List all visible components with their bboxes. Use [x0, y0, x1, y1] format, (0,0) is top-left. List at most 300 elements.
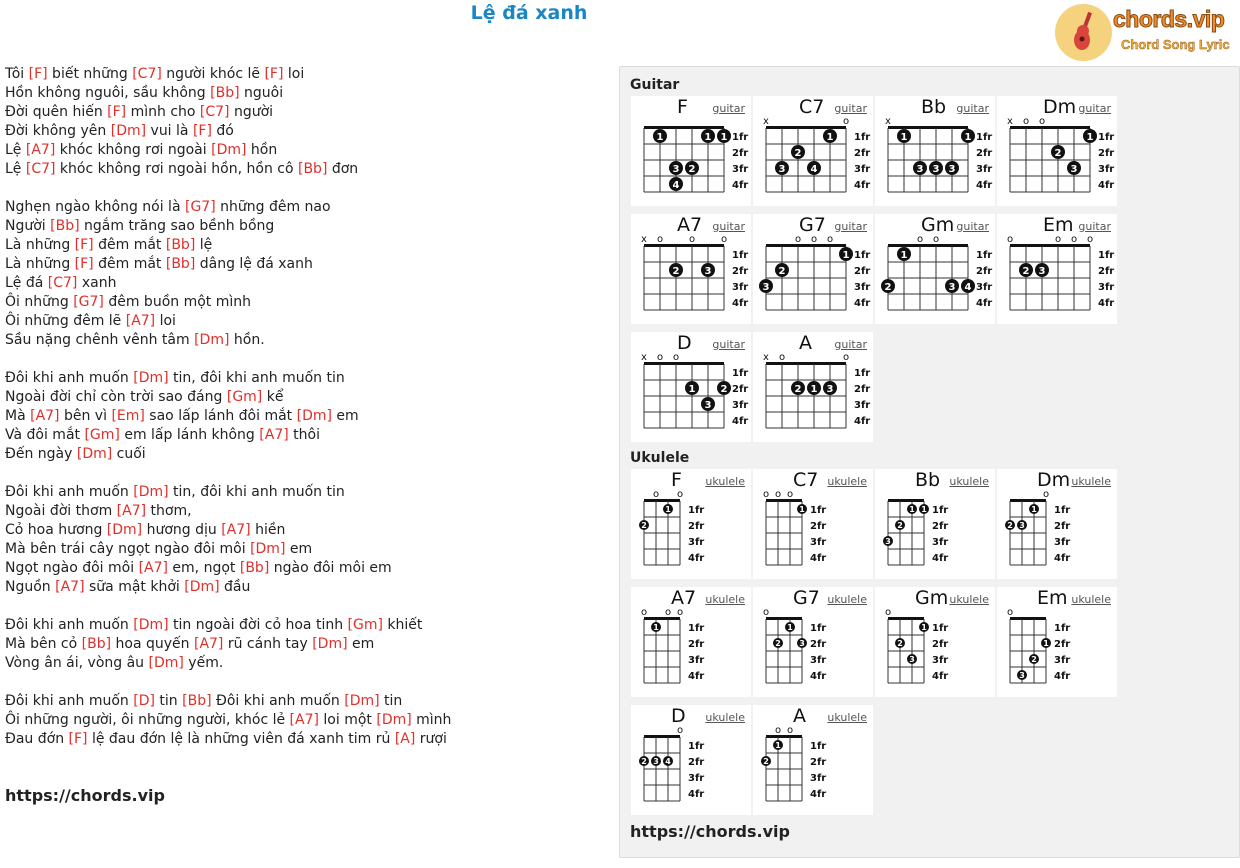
ukulele-chord-card[interactable] [875, 469, 995, 579]
fret-labels [854, 368, 870, 427]
ukulele-chord-card[interactable] [753, 587, 873, 697]
finger-dot [663, 756, 673, 766]
chord-link[interactable]: [Bb] [165, 256, 196, 272]
fret-label: 1fr [976, 132, 993, 143]
finger-dot [907, 654, 917, 664]
finger-dot [807, 381, 821, 395]
instrument-link[interactable]: ukulele [705, 711, 745, 724]
fret-label: 4fr [854, 416, 871, 427]
lyric-text: Đôi khi anh muốn [5, 693, 134, 709]
lyric-text: Đôi khi anh muốn [211, 693, 345, 709]
lyric-line [5, 559, 605, 578]
lyric-text: rũ cánh tay [223, 636, 313, 652]
site-url-link[interactable]: https://chords.vip [5, 786, 165, 805]
fret-label: 1fr [854, 250, 871, 261]
chord-link[interactable]: [A7] [125, 313, 156, 329]
finger-dot [1005, 520, 1015, 530]
chord-link[interactable]: [Dm] [194, 332, 230, 348]
chord-link[interactable]: [Gm] [347, 617, 383, 633]
svg-text:1: 1 [665, 505, 671, 514]
lyric-text: mình cho [126, 104, 200, 120]
finger-dot [929, 161, 943, 175]
fret-labels [1054, 623, 1070, 682]
chord-link[interactable]: [Dm] [344, 693, 380, 709]
svg-text:3: 3 [1070, 164, 1078, 175]
chord-name: F [677, 96, 688, 118]
chord-panel [619, 66, 1240, 858]
chord-link[interactable]: [Bb] [239, 560, 270, 576]
lyric-line [5, 502, 605, 521]
chord-link[interactable]: [Dm] [376, 712, 412, 728]
fret-label: 2fr [732, 148, 749, 159]
ukulele-chord-card[interactable] [997, 469, 1117, 579]
fret-label: 1fr [932, 505, 949, 516]
lyric-text: đêm mắt [93, 256, 166, 272]
lyric-text: Lệ [5, 161, 26, 177]
chord-link[interactable]: [Bb] [182, 693, 212, 709]
lyric-text: lệ [195, 237, 213, 253]
ukulele-chord-card[interactable] [753, 705, 873, 815]
finger-dot [701, 129, 715, 143]
chord-link[interactable]: [Dm] [133, 617, 169, 633]
chord-link[interactable]: [A7] [55, 579, 85, 595]
finger-dot [945, 161, 959, 175]
instrument-link[interactable]: ukulele [949, 593, 989, 606]
svg-text:1: 1 [842, 250, 850, 261]
chord-link[interactable]: [A] [394, 731, 416, 747]
lyric-text: xanh [77, 275, 117, 291]
lyric-line [5, 426, 605, 445]
chord-link[interactable]: [A7] [25, 142, 56, 158]
chord-name: G7 [793, 587, 820, 609]
fret-label: 3fr [1054, 655, 1071, 666]
lyric-text: em [285, 541, 313, 557]
lyric-line [5, 692, 605, 711]
guitar-chord-card[interactable] [631, 214, 751, 324]
instrument-link[interactable]: ukulele [827, 711, 867, 724]
lyric-text: sữa mật khởi [84, 579, 185, 595]
chord-name: Gm [921, 214, 955, 236]
fret-label: 2fr [732, 384, 749, 395]
svg-text:2: 2 [775, 639, 781, 648]
instrument-link[interactable]: ukulele [949, 475, 989, 488]
svg-text:2: 2 [1007, 521, 1013, 530]
svg-text:1: 1 [704, 132, 712, 143]
open-string-marker: o [842, 352, 850, 363]
chord-name: Gm [915, 587, 949, 609]
instrument-link[interactable]: ukulele [705, 593, 745, 606]
chord-name: C7 [799, 96, 825, 118]
lyric-text: Sầu nặng chênh vênh tâm [5, 332, 195, 348]
fret-label: 2fr [854, 266, 871, 277]
finger-dot [717, 381, 731, 395]
chord-link[interactable]: [F] [68, 731, 88, 747]
fret-label: 1fr [688, 505, 705, 516]
chord-link[interactable]: [Gm] [226, 389, 263, 405]
lyric-text: Mà [5, 408, 31, 424]
chord-name: A [799, 332, 812, 354]
finger-dot [791, 145, 805, 159]
chord-link[interactable]: [A7] [289, 712, 319, 728]
svg-text:1: 1 [653, 623, 659, 632]
chord-link[interactable]: [F] [192, 123, 212, 139]
fret-label: 3fr [1098, 282, 1115, 293]
open-string-marker: o [720, 234, 728, 245]
lyric-text: khiết [382, 617, 423, 633]
svg-text:1: 1 [921, 505, 927, 514]
fret-labels [854, 250, 870, 309]
lyric-text: ngào đôi môi em [269, 560, 392, 576]
chord-name: Bb [921, 96, 947, 118]
lyric-line [5, 445, 605, 464]
chord-link[interactable]: [F] [74, 237, 94, 253]
lyric-text: Đau đớn [5, 731, 69, 747]
lyric-line [5, 711, 605, 730]
svg-text:3: 3 [932, 164, 940, 175]
open-string-marker: o [656, 352, 664, 363]
lyric-text: Nghẹn ngào không nói là [5, 199, 185, 215]
svg-text:1: 1 [720, 132, 728, 143]
open-string-marker: o [672, 352, 680, 363]
finger-dot [651, 622, 661, 632]
fret-label: 4fr [1054, 553, 1071, 564]
fret-label: 1fr [1098, 250, 1115, 261]
fret-label: 3fr [688, 655, 705, 666]
guitar-chord-card[interactable] [631, 96, 751, 206]
lyric-text: mình [411, 712, 452, 728]
lyric-text: sao lấp lánh đôi mắt [144, 408, 297, 424]
instrument-link[interactable]: guitar [834, 338, 867, 351]
finger-dot [775, 263, 789, 277]
finger-dot [759, 279, 773, 293]
lyric-text: đơn [327, 161, 359, 177]
guitar-chord-card[interactable] [631, 332, 751, 442]
guitar-chord-card[interactable] [875, 214, 995, 324]
lyric-text: khóc không rơi ngoài hồn, hồn cô [55, 161, 298, 177]
lyric-line [5, 198, 605, 217]
fret-label: 1fr [732, 132, 749, 143]
chord-link[interactable]: [Dm] [110, 123, 147, 139]
lyric-text: thơm, [146, 503, 192, 519]
ukulele-chord-card[interactable] [997, 587, 1117, 697]
lyric-line [5, 160, 605, 179]
fret-label: 1fr [976, 250, 993, 261]
open-string-marker: o [1070, 234, 1078, 245]
lyric-text: Đôi khi anh muốn [5, 617, 134, 633]
chord-link[interactable]: [F] [28, 66, 48, 82]
chord-link[interactable]: [Bb] [50, 218, 80, 234]
lyric-line [5, 578, 605, 597]
chord-link[interactable]: [Dm] [250, 541, 286, 557]
chord-link[interactable]: [Gm] [84, 427, 120, 443]
fret-labels [854, 132, 870, 191]
svg-text:3: 3 [704, 266, 712, 277]
logo-tagline: Chord Song Lyric [1121, 37, 1230, 52]
lyric-line [5, 274, 605, 293]
ukulele-chord-card[interactable] [631, 469, 751, 579]
chord-name: A7 [677, 214, 703, 236]
chord-link[interactable]: [Bb] [297, 161, 328, 177]
svg-text:3: 3 [948, 164, 956, 175]
fret-label: 3fr [810, 773, 827, 784]
chord-link[interactable]: [Dm] [76, 446, 113, 462]
muted-string-marker: x [641, 234, 647, 245]
instrument-link[interactable]: guitar [956, 220, 989, 233]
fret-label: 2fr [810, 639, 827, 650]
finger-dot [1083, 129, 1097, 143]
chord-name: Em [1037, 587, 1068, 609]
open-string-marker: o [774, 725, 782, 736]
lyric-text: tin [379, 693, 403, 709]
chord-link[interactable]: [A7] [259, 427, 289, 443]
lyric-text: Người [5, 218, 51, 234]
lyric-text: Nguồn [5, 579, 56, 595]
svg-text:3: 3 [778, 164, 786, 175]
chord-link[interactable]: [Bb] [165, 237, 196, 253]
lyric-text: Mà bên trái cây ngọt ngào đôi môi [5, 541, 251, 557]
blank-line [5, 673, 605, 692]
chord-link[interactable]: [Dm] [133, 484, 169, 500]
finger-dot [663, 504, 673, 514]
fret-label: 2fr [854, 384, 871, 395]
fret-label: 1fr [810, 741, 827, 752]
chord-link[interactable]: [Dm] [184, 579, 220, 595]
fret-label: 4fr [976, 180, 993, 191]
open-string-marker: o [842, 116, 850, 127]
ukulele-chord-card[interactable] [875, 587, 995, 697]
chord-link[interactable]: [C7] [47, 275, 78, 291]
chord-link[interactable]: [C7] [199, 104, 230, 120]
fret-label: 2fr [1098, 148, 1115, 159]
open-string-marker: o [932, 234, 940, 245]
instrument-link[interactable]: guitar [834, 102, 867, 115]
fret-label: 2fr [1054, 521, 1071, 532]
guitar-chord-card[interactable] [753, 332, 873, 442]
fret-label: 1fr [1098, 132, 1115, 143]
lyric-text: Lệ [5, 142, 26, 158]
guitar-chord-card[interactable] [875, 96, 995, 206]
fret-label: 4fr [976, 298, 993, 309]
fret-label: 3fr [732, 164, 749, 175]
fret-label: 1fr [810, 505, 827, 516]
lyric-line [5, 407, 605, 426]
fret-labels [976, 132, 992, 191]
instrument-link[interactable]: guitar [712, 338, 745, 351]
fret-label: 3fr [1098, 164, 1115, 175]
fret-label: 3fr [688, 773, 705, 784]
fret-labels [810, 505, 826, 564]
chord-link[interactable]: [C7] [25, 161, 56, 177]
svg-text:3: 3 [1019, 671, 1025, 680]
lyric-text: biết những [47, 66, 133, 82]
lyric-text: thôi [288, 427, 320, 443]
guitar-chord-card[interactable] [997, 96, 1117, 206]
lyric-line [5, 730, 605, 749]
fret-label: 2fr [976, 266, 993, 277]
finger-dot [883, 536, 893, 546]
instrument-link[interactable]: guitar [834, 220, 867, 233]
fret-label: 1fr [854, 368, 871, 379]
svg-text:1: 1 [787, 623, 793, 632]
fret-label: 1fr [854, 132, 871, 143]
ukulele-chord-card[interactable] [631, 587, 751, 697]
guitar-chord-card[interactable] [997, 214, 1117, 324]
chord-link[interactable]: [Dm] [106, 522, 143, 538]
svg-text:1: 1 [775, 741, 781, 750]
instrument-link[interactable]: ukulele [827, 593, 867, 606]
chord-link[interactable]: [F] [264, 66, 284, 82]
lyric-text: hoa quyến [111, 636, 194, 652]
instrument-link[interactable]: guitar [1078, 220, 1111, 233]
fret-labels [732, 250, 748, 309]
svg-text:3: 3 [948, 282, 956, 293]
svg-text:4: 4 [665, 757, 671, 766]
fret-labels [688, 623, 704, 682]
open-string-marker: o [676, 489, 684, 500]
chord-name: F [671, 469, 682, 491]
ukulele-chord-card[interactable] [753, 469, 873, 579]
finger-dot [785, 622, 795, 632]
chord-link[interactable]: [Dm] [133, 370, 169, 386]
instrument-link[interactable]: guitar [1078, 102, 1111, 115]
fret-label: 2fr [854, 148, 871, 159]
chord-link[interactable]: [Dm] [312, 636, 348, 652]
svg-text:2: 2 [1031, 655, 1037, 664]
finger-dot [797, 638, 807, 648]
lyric-text: tin [154, 693, 183, 709]
chord-link[interactable]: [C7] [132, 66, 162, 82]
fret-label: 2fr [1098, 266, 1115, 277]
open-string-marker: o [1006, 234, 1014, 245]
lyric-text: Đời quên hiến [5, 104, 108, 120]
open-string-marker: o [794, 234, 802, 245]
svg-text:3: 3 [653, 757, 659, 766]
instrument-link[interactable]: ukulele [827, 475, 867, 488]
chord-link[interactable]: [F] [107, 104, 127, 120]
chord-link[interactable]: [A7] [193, 636, 224, 652]
svg-text:3: 3 [826, 384, 834, 395]
lyric-line [5, 217, 605, 236]
chord-link[interactable]: [A7] [221, 522, 251, 538]
chord-link[interactable]: [Dm] [148, 655, 184, 671]
finger-dot [1051, 145, 1065, 159]
chord-link[interactable]: [G7] [184, 199, 216, 215]
fret-label: 3fr [1054, 537, 1071, 548]
lyric-line [5, 255, 605, 274]
fret-label: 3fr [810, 537, 827, 548]
svg-text:2: 2 [641, 521, 647, 530]
chord-link[interactable]: [A7] [30, 408, 60, 424]
lyric-text: Là những [5, 256, 75, 272]
chord-link[interactable]: [Bb] [210, 85, 240, 101]
finger-dot [1029, 654, 1039, 664]
svg-text:1: 1 [688, 384, 696, 395]
lyric-text: khóc không rơi ngoài [55, 142, 212, 158]
fret-labels [976, 250, 992, 309]
lyric-text: ngắm trăng sao bềnh bồng [79, 218, 275, 234]
finger-dot [895, 638, 905, 648]
svg-text:1: 1 [799, 505, 805, 514]
lyric-text: vui là [146, 123, 193, 139]
fret-label: 3fr [732, 282, 749, 293]
instrument-link[interactable]: ukulele [705, 475, 745, 488]
finger-dot [651, 756, 661, 766]
guitar-chord-card[interactable] [753, 96, 873, 206]
chord-link[interactable]: [D] [133, 693, 155, 709]
open-string-marker: o [640, 607, 648, 618]
instrument-link[interactable]: guitar [956, 102, 989, 115]
lyric-line [5, 540, 605, 559]
lyric-text: Đời không yên [5, 123, 111, 139]
svg-text:2: 2 [688, 164, 696, 175]
lyric-text: yếm. [183, 655, 224, 671]
open-string-marker: o [676, 725, 684, 736]
panel-site-url-link[interactable]: https://chords.vip [630, 822, 790, 841]
open-string-marker: o [1006, 607, 1014, 618]
fret-label: 3fr [854, 400, 871, 411]
chord-link[interactable]: [Em] [111, 408, 145, 424]
fret-label: 3fr [976, 282, 993, 293]
fret-label: 2fr [732, 266, 749, 277]
finger-dot [897, 129, 911, 143]
instrument-link[interactable]: ukulele [1071, 593, 1111, 606]
guitar-icon [1073, 12, 1095, 54]
fret-label: 3fr [688, 537, 705, 548]
instrument-link[interactable]: guitar [712, 102, 745, 115]
chord-link[interactable]: [G7] [73, 294, 104, 310]
site-logo[interactable] [1055, 4, 1235, 62]
lyric-text: người [229, 104, 274, 120]
chord-link[interactable]: [Dm] [296, 408, 332, 424]
guitar-chord-card[interactable] [753, 214, 873, 324]
instrument-link[interactable]: ukulele [1071, 475, 1111, 488]
svg-text:1: 1 [656, 132, 664, 143]
instrument-link[interactable]: guitar [712, 220, 745, 233]
finger-dot [895, 520, 905, 530]
fret-label: 4fr [732, 416, 749, 427]
fret-label: 2fr [932, 521, 949, 532]
chord-link[interactable]: [F] [74, 256, 94, 272]
svg-text:3: 3 [704, 400, 712, 411]
chord-link[interactable]: [Dm] [211, 142, 247, 158]
svg-text:2: 2 [720, 384, 728, 395]
lyric-text: em, ngọt [167, 560, 240, 576]
fret-label: 4fr [688, 553, 705, 564]
finger-dot [839, 247, 853, 261]
finger-dot [919, 504, 929, 514]
blank-line [5, 464, 605, 483]
fret-labels [732, 132, 748, 191]
ukulele-chord-card[interactable] [631, 705, 751, 815]
chord-link[interactable]: [Bb] [81, 636, 112, 652]
chord-link[interactable]: [A7] [138, 560, 168, 576]
svg-text:3: 3 [1038, 266, 1046, 277]
fret-label: 2fr [932, 639, 949, 650]
open-string-marker: o [810, 234, 818, 245]
lyric-text: đó [211, 123, 234, 139]
fret-labels [932, 623, 948, 682]
chord-name: A7 [671, 587, 697, 609]
lyric-line [5, 122, 605, 141]
fret-label: 2fr [688, 639, 705, 650]
finger-dot [913, 161, 927, 175]
chord-link[interactable]: [A7] [116, 503, 147, 519]
svg-text:3: 3 [909, 655, 915, 664]
fret-label: 4fr [688, 671, 705, 682]
fret-labels [810, 623, 826, 682]
finger-dot [823, 381, 837, 395]
lyric-text: hồn [246, 142, 278, 158]
